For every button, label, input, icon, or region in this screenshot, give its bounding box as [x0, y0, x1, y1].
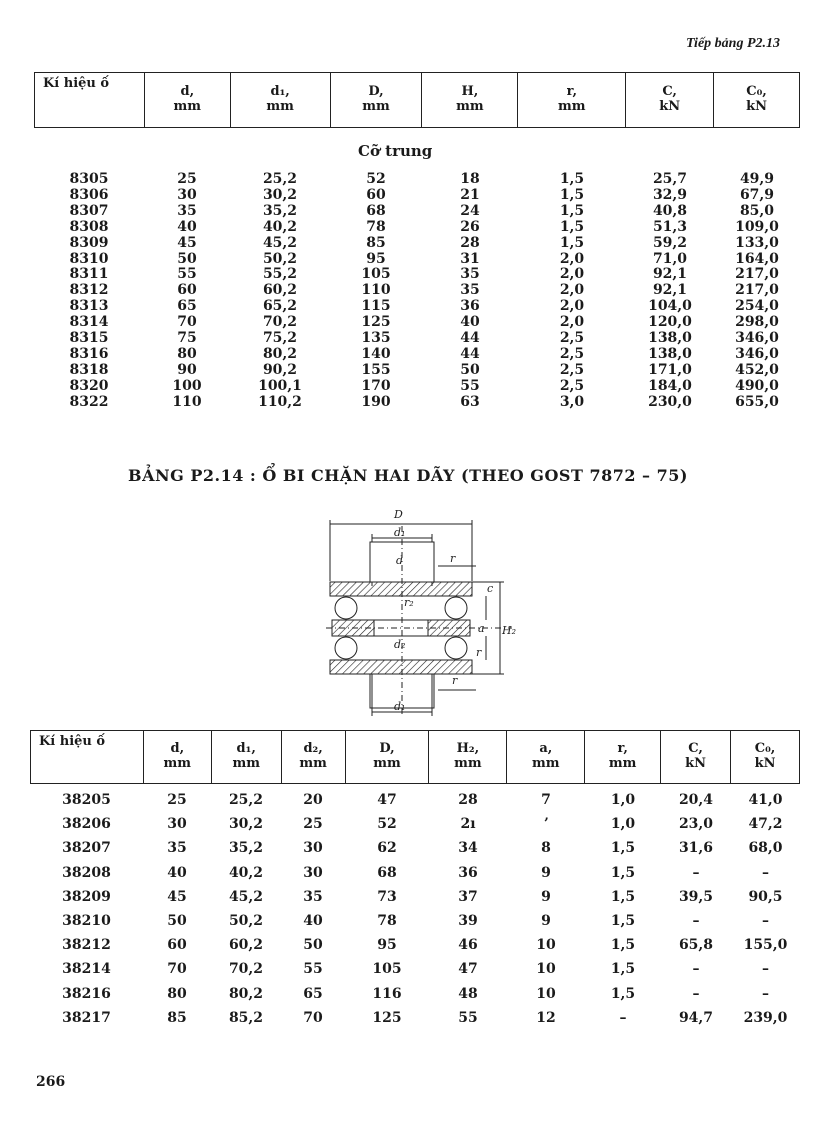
diagram-label: D [394, 508, 403, 521]
table-cell: 8307 [69, 202, 109, 219]
table-cell: 1,5 [559, 202, 585, 219]
table-cell: 85 [167, 1009, 187, 1026]
t1-col-header: r, mm [518, 73, 626, 128]
table-cell: 1,5 [610, 985, 636, 1002]
table-cell: 125 [361, 314, 391, 331]
table-cell: 8316 [69, 345, 109, 362]
table-cell: 63 [460, 393, 480, 410]
table-cell: 31,6 [678, 840, 714, 857]
table-cell: 85 [366, 234, 386, 251]
table-cell: 60 [366, 186, 386, 203]
table-cell: 55,2 [262, 266, 298, 283]
table-cell: 1,5 [559, 234, 585, 251]
table-cell: 2,5 [559, 377, 585, 394]
table-cell: 346,0 [735, 345, 779, 362]
table-cell: 21 [460, 186, 480, 203]
table-cell: 60 [167, 937, 187, 954]
table-cell: 50,2 [228, 913, 264, 930]
table-cell: 80 [177, 345, 197, 362]
table-cell: 50 [167, 913, 187, 930]
table-cell: 32,9 [652, 186, 688, 203]
table-cell: 38217 [62, 1009, 111, 1026]
table-cell: 35,2 [228, 840, 264, 857]
table-cell: 38210 [62, 913, 111, 930]
table-cell: 217,0 [735, 282, 779, 299]
table-cell: 254,0 [735, 298, 779, 315]
table-cell: 8308 [69, 218, 109, 235]
table-cell: 8311 [69, 266, 109, 283]
table-cell: 26 [460, 218, 480, 235]
table-cell: 30,2 [228, 816, 264, 833]
table-cell: 190 [361, 393, 391, 410]
table-cell: 65,8 [678, 937, 714, 954]
table-cell: 20,4 [678, 792, 714, 808]
diagram-label: a [478, 622, 485, 635]
diagram-label: d₂ [394, 638, 406, 651]
table-cell: 45 [177, 234, 197, 251]
table-cell: 8309 [69, 234, 109, 251]
table-cell: 170 [361, 377, 391, 394]
table-cell: – [762, 864, 769, 881]
table-cell: 38207 [62, 840, 111, 857]
table-row [34, 204, 800, 220]
table-row [34, 188, 800, 204]
table-cell: 38214 [62, 961, 111, 978]
table-cell: 40 [460, 314, 480, 331]
table-cell: 80,2 [228, 985, 264, 1002]
table-cell: 28 [458, 792, 478, 808]
t1-col-header: D, mm [330, 73, 422, 128]
diagram-label: r [450, 552, 456, 565]
table-cell: 41,0 [748, 792, 783, 808]
diagram-label: r [452, 674, 458, 687]
table-cell: 8305 [69, 171, 109, 187]
table-cell: 75 [177, 330, 197, 347]
table-row [30, 982, 800, 1006]
table-cell: 1,0 [610, 792, 636, 808]
table-cell: 25,2 [262, 171, 298, 187]
table-row [34, 299, 800, 315]
table-cell: 9 [541, 888, 551, 905]
table-cell: 217,0 [735, 266, 779, 283]
table-row [34, 347, 800, 363]
table-cell: 38206 [62, 816, 111, 833]
table-cell: 40 [177, 218, 197, 235]
diagram-label: H₂ [502, 624, 516, 637]
table-cell: 40,2 [262, 218, 298, 235]
table-cell: 94,7 [678, 1009, 714, 1026]
table-cell: 95 [377, 937, 397, 954]
t1-col-header: d₁, mm [230, 73, 330, 128]
table-cell: – [692, 961, 700, 978]
table-cell: 80,2 [262, 345, 298, 362]
table-cell: 34 [458, 840, 478, 857]
table-cell: 35 [460, 266, 480, 283]
table-cell: 155 [361, 361, 391, 378]
table-cell: – [762, 913, 769, 930]
table-cell: 230,0 [648, 393, 692, 410]
table-cell: 155,0 [743, 937, 788, 954]
table-cell: 35,2 [262, 202, 298, 219]
table1-body [34, 172, 800, 411]
table-cell: 45,2 [262, 234, 298, 251]
table-cell: 36 [460, 298, 480, 315]
table-cell: 55 [460, 377, 480, 394]
table-cell: 8315 [69, 330, 109, 347]
table-cell: 92,1 [652, 266, 688, 283]
table-cell: 125 [372, 1009, 402, 1026]
table-cell: 30,2 [262, 186, 298, 203]
table-cell: 45,2 [228, 888, 264, 905]
t2-col-header: C, kN [661, 731, 731, 784]
table-cell: 52 [366, 171, 386, 187]
t2-col-header: C₀, kN [731, 731, 800, 784]
table-cell: 104,0 [648, 298, 692, 315]
table-cell: 37 [458, 888, 478, 905]
table-cell: 90 [177, 361, 197, 378]
table-row [34, 315, 800, 331]
diagram-label: d [396, 554, 404, 567]
table-cell: 52 [377, 816, 397, 833]
t2-col-header: d₂, mm [281, 731, 345, 784]
table-cell: 30 [303, 864, 323, 881]
table-cell: – [762, 961, 769, 978]
continuation-title: Tiếp bảng P2.13 [686, 36, 780, 51]
table-cell: 35 [177, 202, 197, 219]
section-label: Cỡ trung [358, 142, 433, 160]
table-row [30, 909, 800, 933]
table-cell: 25,2 [228, 792, 264, 808]
table-cell: 8320 [69, 377, 109, 394]
table-cell: 2,5 [559, 361, 585, 378]
table-cell: 100,1 [258, 377, 302, 394]
table-row [34, 363, 800, 379]
table-cell: 73 [377, 888, 397, 905]
table-row [34, 379, 800, 395]
table-cell: 2,5 [559, 345, 585, 362]
table-cell: 655,0 [735, 393, 779, 410]
table-cell: 8310 [69, 250, 109, 267]
table-cell: 70,2 [228, 961, 264, 978]
table-cell: 8314 [69, 314, 109, 331]
table-row [30, 836, 800, 860]
table-cell: 10 [536, 985, 556, 1002]
table-row [34, 236, 800, 252]
table-cell: 60,2 [228, 937, 264, 954]
table-cell: 7 [541, 792, 551, 808]
table-cell: 55 [303, 961, 323, 978]
table-cell: 65 [177, 298, 197, 315]
table-cell: 1,5 [610, 961, 636, 978]
table-cell: 164,0 [735, 250, 779, 267]
table-cell: 78 [377, 913, 397, 930]
table-cell: 38212 [62, 937, 111, 954]
table-cell: – [619, 1009, 627, 1026]
table-cell: 51,3 [652, 218, 688, 235]
table-cell: 24 [460, 202, 480, 219]
table-row [34, 220, 800, 236]
table-cell: 140 [361, 345, 391, 362]
table-cell: 2,0 [559, 282, 585, 299]
t2-col-header: H₂, mm [429, 731, 507, 784]
table-cell: 1,5 [610, 937, 636, 954]
table-cell: 90,5 [748, 888, 783, 905]
table-cell: 30 [167, 816, 187, 833]
table-cell: 8 [541, 840, 551, 857]
table-cell: 40 [303, 913, 323, 930]
diagram-label: d₁ [394, 526, 406, 539]
table-cell: 35 [303, 888, 323, 905]
diagram-label: c [487, 582, 494, 595]
table-cell: 2,0 [559, 298, 585, 315]
table-cell: – [692, 864, 700, 881]
table-cell: 25 [303, 816, 323, 833]
table2-header [30, 730, 800, 784]
table-cell: 80 [167, 985, 187, 1002]
table-cell: 95 [366, 250, 386, 267]
table-row [30, 933, 800, 957]
diagram-label: r₂ [404, 596, 414, 609]
table-cell: 70 [303, 1009, 323, 1026]
table-cell: 40,2 [228, 864, 264, 881]
t1-col-header: d, mm [144, 73, 230, 128]
table-cell: 38216 [62, 985, 111, 1002]
table-cell: ʼ [543, 816, 549, 833]
table-cell: 35 [167, 840, 187, 857]
table-cell: 47 [458, 961, 478, 978]
table-cell: 48 [458, 985, 478, 1002]
table-cell: 105 [361, 266, 391, 283]
table-cell: 1,5 [610, 888, 636, 905]
table-cell: 31 [460, 250, 480, 267]
table2-body [30, 788, 800, 1030]
table-cell: 110,2 [258, 393, 302, 410]
table-cell: 8312 [69, 282, 109, 299]
table-cell: 38208 [62, 864, 111, 881]
table-cell: 2ı [460, 816, 476, 833]
table-cell: 30 [177, 186, 197, 203]
table-cell: 133,0 [735, 234, 779, 251]
table-cell: 116 [372, 985, 402, 1002]
table-cell: 109,0 [735, 218, 779, 235]
t2-col-header: Kí hiệu ố [31, 731, 144, 784]
table-cell: 23,0 [678, 816, 714, 833]
table-cell: 71,0 [652, 250, 688, 267]
table-cell: 40,8 [652, 202, 688, 219]
table-cell: 40 [167, 864, 187, 881]
bearing-diagram [326, 506, 516, 718]
table-cell: 3,0 [559, 393, 585, 410]
table-cell: 9 [541, 913, 551, 930]
table-cell: 28 [460, 234, 480, 251]
table-cell: 138,0 [648, 345, 692, 362]
table-cell: 47,2 [748, 816, 783, 833]
table-cell: 30 [303, 840, 323, 857]
table-cell: 1,5 [559, 171, 585, 187]
table-cell: 1,5 [610, 913, 636, 930]
table-cell: 171,0 [648, 361, 692, 378]
table-cell: 9 [541, 864, 551, 881]
table-row [34, 252, 800, 268]
table-cell: 2,0 [559, 266, 585, 283]
table-row [34, 172, 800, 188]
page-number: 266 [36, 1074, 66, 1090]
table-cell: 105 [372, 961, 402, 978]
table-cell: 115 [361, 298, 391, 315]
table-cell: 12 [536, 1009, 556, 1026]
table-cell: 8322 [69, 393, 109, 410]
table-row [30, 812, 800, 836]
table-cell: 8318 [69, 361, 109, 378]
table-cell: 138,0 [648, 330, 692, 347]
table-cell: 298,0 [735, 314, 779, 331]
table-cell: 1,5 [610, 840, 636, 857]
table-cell: 75,2 [262, 330, 298, 347]
table-cell: 68,0 [748, 840, 783, 857]
table-cell: 25 [177, 171, 197, 187]
table-row [30, 788, 800, 812]
table-row [30, 957, 800, 981]
table-cell: 65,2 [262, 298, 298, 315]
t1-col-header: H, mm [422, 73, 518, 128]
table-cell: 184,0 [648, 377, 692, 394]
t2-col-header: d, mm [143, 731, 211, 784]
table-cell: 70 [167, 961, 187, 978]
table-cell: 45 [167, 888, 187, 905]
table-cell: 70,2 [262, 314, 298, 331]
table-cell: 39,5 [678, 888, 714, 905]
table1-header [34, 72, 800, 128]
table-cell: 78 [366, 218, 386, 235]
table-cell: 110 [361, 282, 391, 299]
table-cell: 39 [458, 913, 478, 930]
table-cell: 68 [377, 864, 397, 881]
table-cell: 55 [458, 1009, 478, 1026]
table-cell: – [692, 985, 700, 1002]
table-cell: 2,0 [559, 250, 585, 267]
diagram-label: d₁ [394, 700, 406, 713]
table-cell: 59,2 [652, 234, 688, 251]
table-cell: 25 [167, 792, 187, 808]
table-cell: 60 [177, 282, 197, 299]
table-row [34, 331, 800, 347]
table-cell: 346,0 [735, 330, 779, 347]
table-cell: 44 [460, 330, 480, 347]
table-cell: 120,0 [648, 314, 692, 331]
table-cell: 85,0 [739, 202, 775, 219]
table-cell: 8313 [69, 298, 109, 315]
t1-col-header: Kí hiệu ố [35, 73, 145, 128]
table-cell: 1,5 [559, 218, 585, 235]
t2-col-header: a, mm [507, 731, 585, 784]
table-cell: 50 [460, 361, 480, 378]
table-cell: 1,5 [559, 186, 585, 203]
table-row [34, 395, 800, 411]
t1-col-header: C, kN [626, 73, 714, 128]
table-cell: 10 [536, 937, 556, 954]
table-cell: 68 [366, 202, 386, 219]
table-cell: 44 [460, 345, 480, 362]
table2-title: BẢNG P2.14 : Ổ BI CHẶN HAI DÃY (THEO GOST 7872 – 75) [128, 466, 688, 485]
table-cell: 62 [377, 840, 397, 857]
table-row [30, 861, 800, 885]
table-cell: 25,7 [652, 171, 688, 187]
table-row [30, 1006, 800, 1030]
table-cell: 55 [177, 266, 197, 283]
t2-col-header: D, mm [345, 731, 429, 784]
table-cell: 2,0 [559, 314, 585, 331]
table-cell: – [762, 985, 769, 1002]
table-cell: 490,0 [735, 377, 779, 394]
table-cell: 452,0 [735, 361, 779, 378]
table-cell: 90,2 [262, 361, 298, 378]
table-cell: 2,5 [559, 330, 585, 347]
t1-col-header: C₀, kN [714, 73, 800, 128]
table-row [30, 885, 800, 909]
table-cell: 1,5 [610, 864, 636, 881]
table-cell: 20 [303, 792, 323, 808]
table-cell: 10 [536, 961, 556, 978]
table-row [34, 283, 800, 299]
table-cell: 67,9 [739, 186, 775, 203]
table-cell: 1,0 [610, 816, 636, 833]
t2-col-header: r, mm [585, 731, 661, 784]
table-cell: 239,0 [743, 1009, 788, 1026]
table-cell: 38205 [62, 792, 111, 808]
table-cell: 60,2 [262, 282, 298, 299]
table-cell: 92,1 [652, 282, 688, 299]
table-cell: 35 [460, 282, 480, 299]
table-cell: 50,2 [262, 250, 298, 267]
t2-col-header: d₁, mm [211, 731, 281, 784]
table-cell: 65 [303, 985, 323, 1002]
diagram-label: r [476, 646, 482, 659]
table-cell: 110 [172, 393, 202, 410]
table-cell: – [692, 913, 700, 930]
table-cell: 47 [377, 792, 397, 808]
table-cell: 50 [177, 250, 197, 267]
table-cell: 135 [361, 330, 391, 347]
table-row [34, 267, 800, 283]
table-cell: 36 [458, 864, 478, 881]
table-cell: 70 [177, 314, 197, 331]
table-cell: 18 [460, 171, 480, 187]
table-cell: 50 [303, 937, 323, 954]
table-cell: 100 [172, 377, 202, 394]
table-cell: 46 [458, 937, 478, 954]
table-cell: 85,2 [228, 1009, 264, 1026]
table-cell: 8306 [69, 186, 109, 203]
table-cell: 38209 [62, 888, 111, 905]
table-cell: 49,9 [739, 171, 775, 187]
